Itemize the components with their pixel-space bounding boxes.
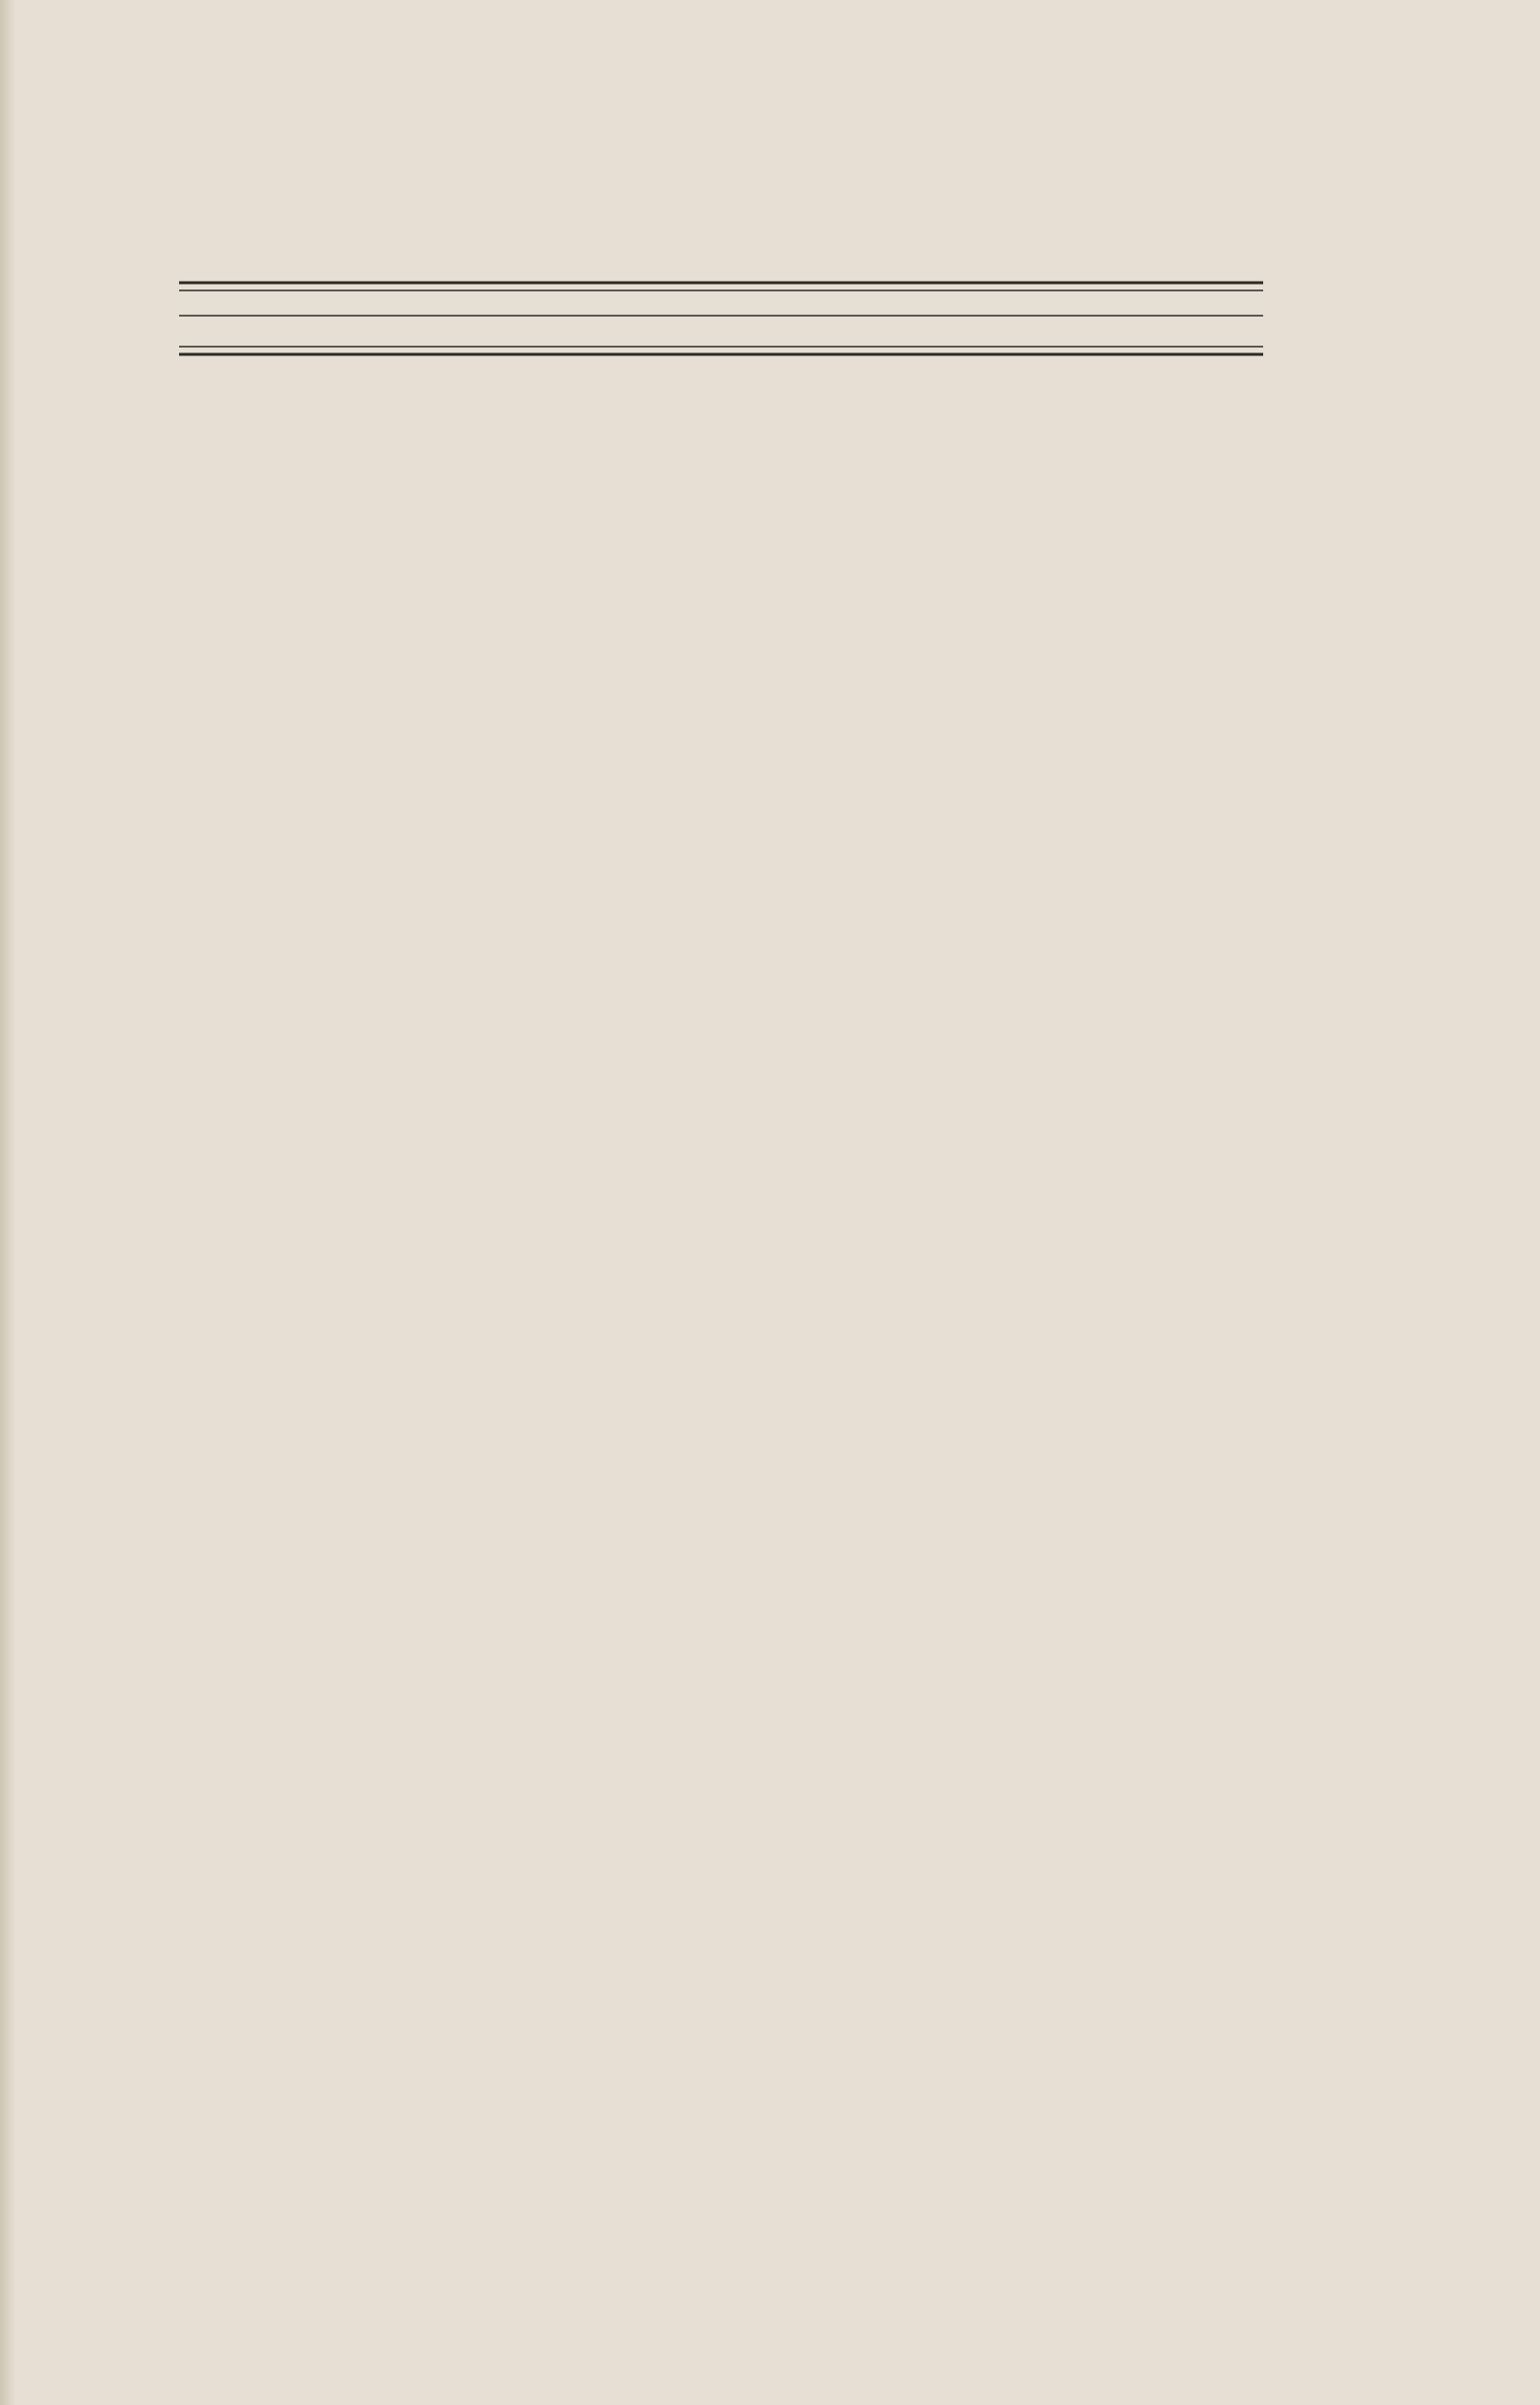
page-edge bbox=[0, 0, 15, 2405]
decorative-header-ornament bbox=[179, 223, 1263, 431]
